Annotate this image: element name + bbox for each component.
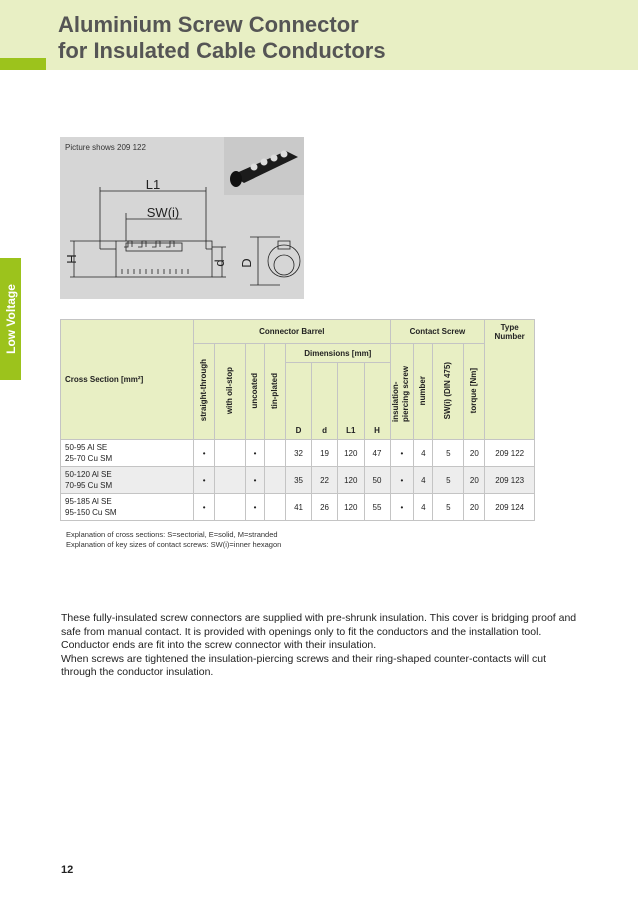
cell-torque: 20 [464,494,485,521]
page-header [0,0,638,70]
cell-L1: 120 [338,440,364,467]
cell-type-number: 209 123 [485,467,535,494]
cell-uncoated: • [246,494,265,521]
col-torque: torque [Nm] [464,344,485,440]
description-paragraph: When screws are tightened the insulation-piercing screws and their ring-shaped counter-contacts will cut through the conductor insulation. [61,652,546,678]
cell-d: 26 [312,494,338,521]
description-paragraph: These fully-insulated screw connectors are supplied with pre-shrunk insulation. This cover is bridging proof and safe from manual contact. It is provided with openings only to fit the conductors and the installation tool. [61,612,577,638]
col-dim-H: H [364,363,390,440]
cell-H: 50 [364,467,390,494]
table-row [61,440,535,467]
cell-insulation-piercing: • [390,440,414,467]
cell-sw: 5 [433,494,464,521]
product-description [61,612,581,680]
page-number: 12 [61,864,74,876]
cell-straight: • [194,440,215,467]
side-tab-label: Low Voltage [3,284,18,354]
col-type-number: Type Number [485,320,535,440]
table-notes [66,530,281,550]
col-cross-section: Cross Section [mm²] [61,320,194,440]
side-section-tab [0,258,21,380]
cell-insulation-piercing: • [390,494,414,521]
cell-oil-stop [215,494,246,521]
cell-oil-stop [215,467,246,494]
cell-number: 4 [414,494,433,521]
col-dimensions: Dimensions [mm] [286,344,390,363]
cell-straight: • [194,494,215,521]
note-cross-sections: Explanation of cross sections: S=sectorial, E=solid, M=stranded [66,530,278,539]
cell-D: 41 [286,494,312,521]
cell-torque: 20 [464,467,485,494]
cell-uncoated: • [246,440,265,467]
page-title [58,12,386,64]
col-contact-screw: Contact Screw [390,320,485,344]
col-insulation-piercing: insulation-piercing screw [390,344,414,440]
col-number: number [414,344,433,440]
cell-uncoated: • [246,467,265,494]
cell-number: 4 [414,467,433,494]
cell-number: 4 [414,440,433,467]
col-dim-d: d [312,363,338,440]
dimension-label-h: H [64,254,79,264]
table-row [61,467,535,494]
dimension-label-sw: SW(i) [146,205,180,220]
col-with-oil-stop: with oil-stop [215,344,246,440]
dimension-label-l1: L1 [145,177,161,192]
col-tin-plated: tin-plated [265,344,286,440]
product-figure [60,137,304,299]
cell-D: 32 [286,440,312,467]
cell-sw: 5 [433,467,464,494]
cell-tin [265,440,286,467]
col-dim-D: D [286,363,312,440]
title-line-1: Aluminium Screw Connector [58,12,359,37]
cell-D: 35 [286,467,312,494]
cell-H: 47 [364,440,390,467]
dimension-label-d-big: D [239,258,254,268]
cell-sw: 5 [433,440,464,467]
col-dim-L1: L1 [338,363,364,440]
technical-drawing [60,137,304,299]
cell-straight: • [194,467,215,494]
col-connector-barrel: Connector Barrel [194,320,390,344]
cell-d: 22 [312,467,338,494]
col-straight-through: straight-through [194,344,215,440]
cell-H: 55 [364,494,390,521]
figure-caption: Picture shows 209 122 [65,143,146,152]
cell-cross-section: 50-120 Al SE 70-95 Cu SM [61,467,194,494]
cell-L1: 120 [338,494,364,521]
description-paragraph: Conductor ends are fit into the screw connector with their insulation. [61,639,377,651]
cell-L1: 120 [338,467,364,494]
col-sw: SW(i) (DIN 475) [433,344,464,440]
cell-tin [265,494,286,521]
cell-type-number: 209 124 [485,494,535,521]
note-key-sizes: Explanation of key sizes of contact screws: SW(i)=inner hexagon [66,540,282,549]
cell-insulation-piercing: • [390,467,414,494]
header-accent-bar [0,58,46,70]
cell-torque: 20 [464,440,485,467]
cell-oil-stop [215,440,246,467]
table-header-row [61,320,535,344]
cell-cross-section: 95-185 Al SE 95-150 Cu SM [61,494,194,521]
col-uncoated: uncoated [246,344,265,440]
cell-tin [265,467,286,494]
cell-cross-section: 50-95 Al SE 25-70 Cu SM [61,440,194,467]
cell-d: 19 [312,440,338,467]
title-line-2: for Insulated Cable Conductors [58,38,386,63]
table-row [61,494,535,521]
dimension-label-d-small: d [212,259,227,267]
specification-table [60,319,535,521]
cell-type-number: 209 122 [485,440,535,467]
